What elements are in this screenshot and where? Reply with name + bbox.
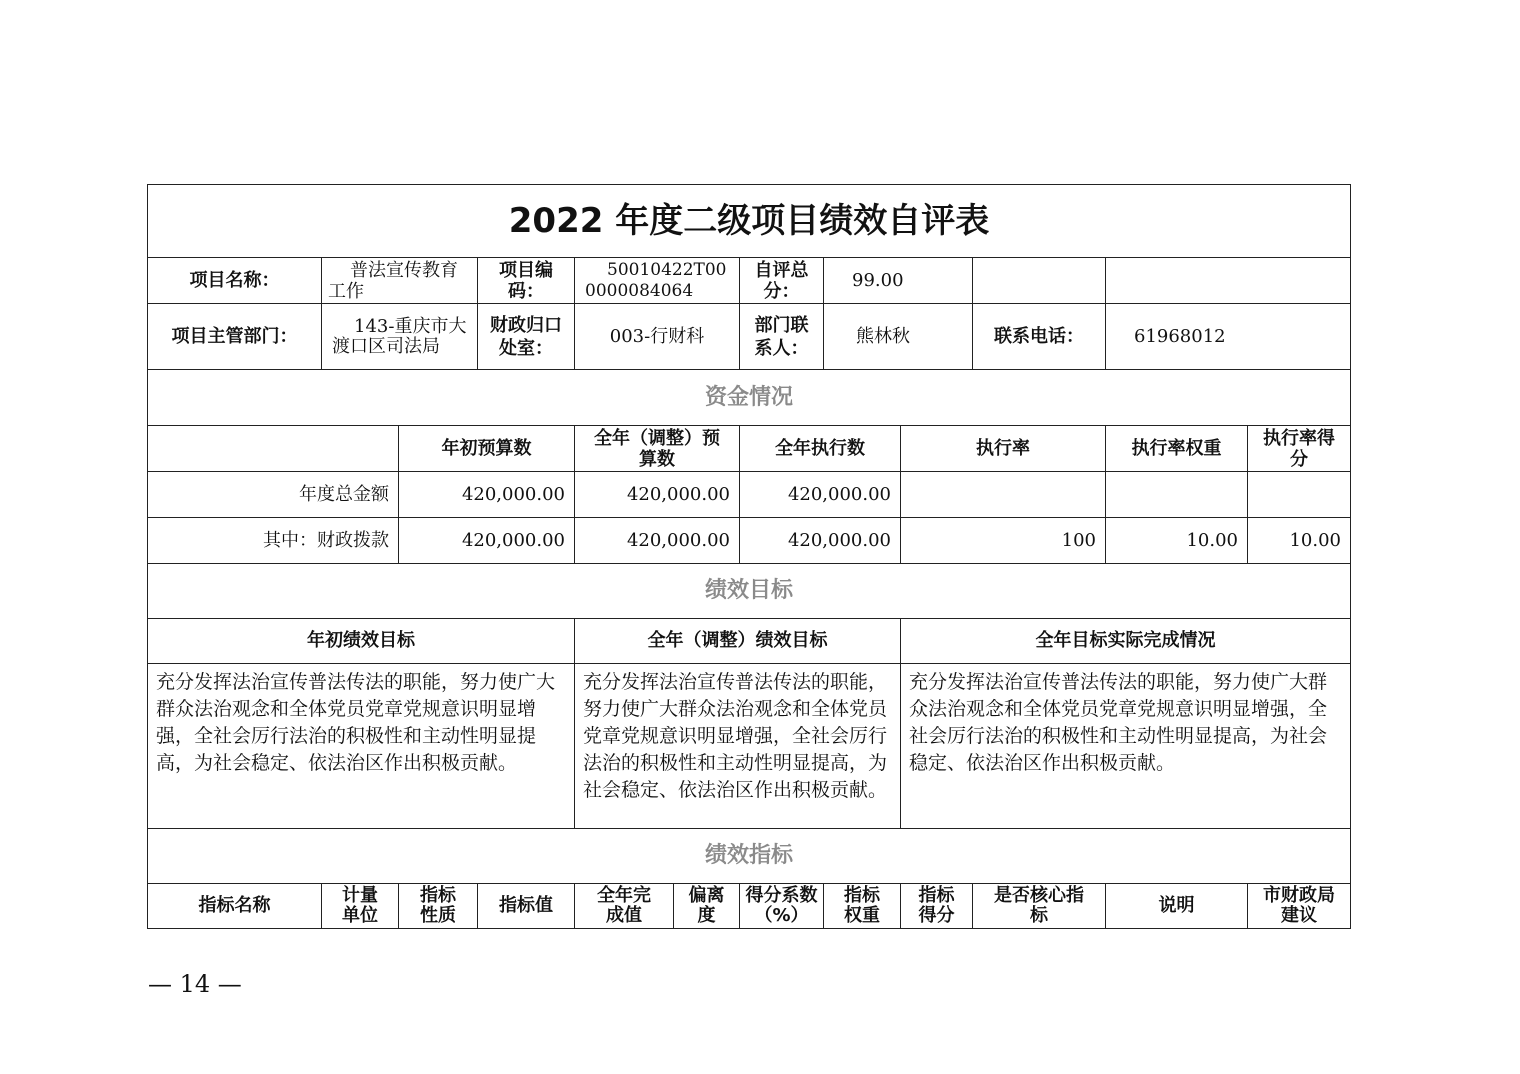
funds-header-initial: 年初预算数	[399, 426, 575, 472]
table-title: 2022 年度二级项目绩效自评表	[148, 185, 1351, 258]
finance-value: 003-行财科	[575, 304, 740, 370]
goals-header-initial: 年初绩效目标	[148, 619, 575, 664]
project-name-value: 普法宣传教育工作	[322, 258, 478, 304]
contact-value: 熊林秋	[824, 304, 973, 370]
score-label: 自评总分：	[740, 258, 824, 304]
funds-section-title: 资金情况	[148, 370, 1351, 426]
funds-header-blank	[148, 426, 399, 472]
funds-row-fiscal-weight: 10.00	[1106, 518, 1248, 564]
goals-actual-text: 充分发挥法治宣传普法传法的职能，努力使广大群众法治观念和全体党员党章党规意识明显增强，全社会厉行法治的积极性和主动性明显提高，为社会稳定、依法治区作出积极贡献。	[901, 664, 1351, 829]
ind-header-core: 是否核心指标	[973, 884, 1106, 929]
score-value: 99.00	[824, 258, 973, 304]
ind-header-coefficient: 得分系数（%）	[740, 884, 824, 929]
funds-row-total-executed: 420,000.00	[740, 472, 901, 518]
indicators-section-title: 绩效指标	[148, 829, 1351, 884]
funds-row-total-label: 年度总金额	[148, 472, 399, 518]
funds-row-fiscal-label: 其中：财政拨款	[148, 518, 399, 564]
ind-header-score: 指标得分	[901, 884, 973, 929]
funds-header-executed: 全年执行数	[740, 426, 901, 472]
ind-header-completed: 全年完成值	[575, 884, 674, 929]
self-evaluation-table	[147, 184, 1351, 929]
funds-header-score: 执行率得分	[1248, 426, 1351, 472]
funds-row-fiscal-executed: 420,000.00	[740, 518, 901, 564]
goals-header-adjusted: 全年（调整）绩效目标	[575, 619, 901, 664]
ind-header-unit: 计量单位	[322, 884, 399, 929]
contact-label: 部门联系人：	[740, 304, 824, 370]
funds-row-fiscal-score: 10.00	[1248, 518, 1351, 564]
ind-header-nature: 指标性质	[399, 884, 478, 929]
phone-value: 61968012	[1106, 304, 1351, 370]
project-name-label: 项目名称：	[148, 258, 322, 304]
empty-cell	[1106, 258, 1351, 304]
ind-header-suggestion: 市财政局建议	[1248, 884, 1351, 929]
funds-row-total-weight	[1106, 472, 1248, 518]
goals-header-actual: 全年目标实际完成情况	[901, 619, 1351, 664]
funds-row-total-rate	[901, 472, 1106, 518]
goals-section-title: 绩效目标	[148, 564, 1351, 619]
funds-row-total-adjusted: 420,000.00	[575, 472, 740, 518]
project-code-value: 50010422T000000084064	[575, 258, 740, 304]
funds-row-fiscal-initial: 420,000.00	[399, 518, 575, 564]
ind-header-note: 说明	[1106, 884, 1248, 929]
funds-header-adjusted: 全年（调整）预算数	[575, 426, 740, 472]
empty-cell	[973, 258, 1106, 304]
page-number: — 14 —	[148, 970, 242, 998]
phone-label: 联系电话：	[973, 304, 1106, 370]
dept-label: 项目主管部门：	[148, 304, 322, 370]
funds-header-rate: 执行率	[901, 426, 1106, 472]
funds-row-total-score	[1248, 472, 1351, 518]
ind-header-value: 指标值	[478, 884, 575, 929]
finance-label: 财政归口处室：	[478, 304, 575, 370]
goals-adjusted-text: 充分发挥法治宣传普法传法的职能，努力使广大群众法治观念和全体党员党章党规意识明显增强，全社会厉行法治的积极性和主动性明显提高，为社会稳定、依法治区作出积极贡献。	[575, 664, 901, 829]
dept-value: 143-重庆市大渡口区司法局	[322, 304, 478, 370]
ind-header-name: 指标名称	[148, 884, 322, 929]
goals-initial-text: 充分发挥法治宣传普法传法的职能，努力使广大群众法治观念和全体党员党章党规意识明显增强，全社会厉行法治的积极性和主动性明显提高，为社会稳定、依法治区作出积极贡献。	[148, 664, 575, 829]
funds-row-fiscal-rate: 100	[901, 518, 1106, 564]
funds-row-total-initial: 420,000.00	[399, 472, 575, 518]
project-code-label: 项目编码：	[478, 258, 575, 304]
ind-header-deviation: 偏离度	[674, 884, 740, 929]
ind-header-weight: 指标权重	[824, 884, 901, 929]
funds-header-weight: 执行率权重	[1106, 426, 1248, 472]
funds-row-fiscal-adjusted: 420,000.00	[575, 518, 740, 564]
